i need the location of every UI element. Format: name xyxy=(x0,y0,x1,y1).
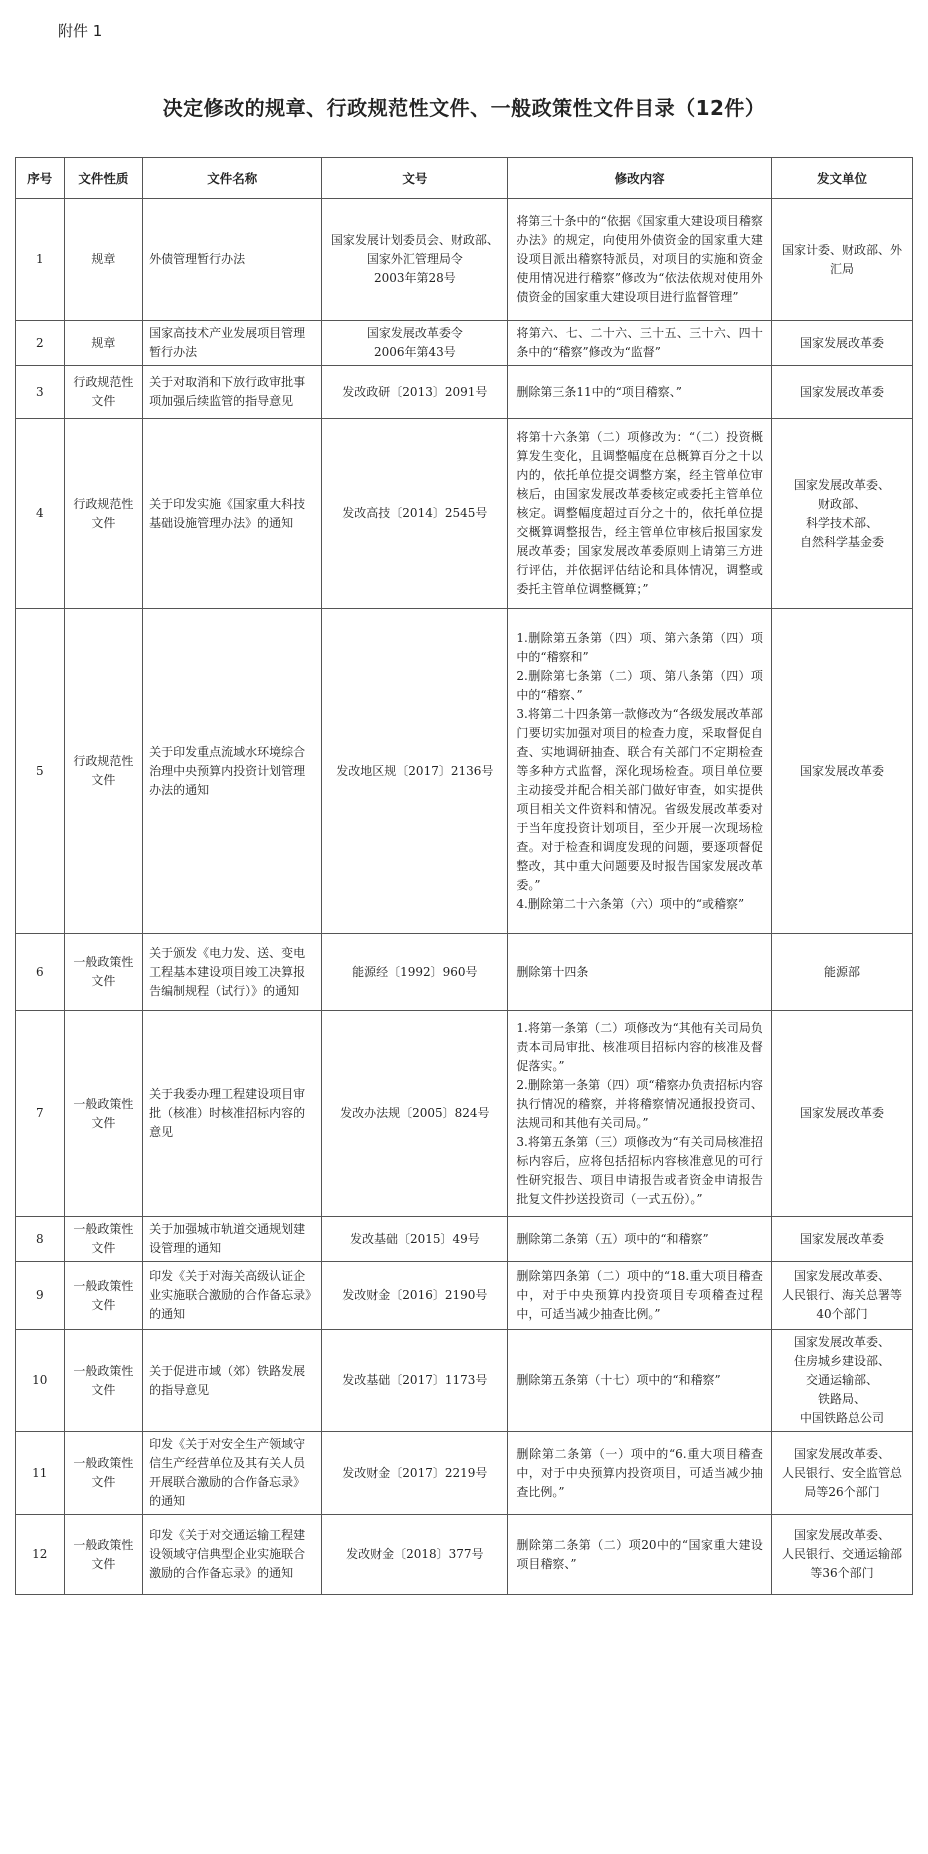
content-paragraph: 2.删除第七条第（二）项、第八条第（四）项中的“稽察、” xyxy=(516,668,763,702)
row-number: 8 xyxy=(16,1217,65,1262)
row-type: 一般政策性文件 xyxy=(64,1432,143,1515)
row-doc-number: 发改高技〔2014〕2545号 xyxy=(322,419,508,609)
row-content xyxy=(508,321,772,366)
row-content xyxy=(508,609,772,934)
attachment-label: 附件 1 xyxy=(58,22,103,40)
content-paragraph: 删除第二条第（五）项中的“和稽察” xyxy=(516,1231,709,1246)
table-row xyxy=(16,1432,913,1515)
row-issuer: 国家发展改革委 xyxy=(771,1217,912,1262)
row-doc-number: 发改基础〔2017〕1173号 xyxy=(322,1330,508,1432)
table-row xyxy=(16,1011,913,1217)
row-doc-number: 发改财金〔2016〕2190号 xyxy=(322,1262,508,1330)
table-row xyxy=(16,321,913,366)
row-doc-number: 能源经〔1992〕960号 xyxy=(322,934,508,1011)
content-paragraph: 删除第四条第（二）项中的“18.重大项目稽查中，对于中央预算内投资项目专项稽查过程中，可适当减少抽查比例。” xyxy=(516,1269,763,1321)
content-paragraph: 2.删除第一条第（四）项“稽察办负责招标内容执行情况的稽察，并将稽察情况通报投资司、法规司和其他有关司局。” xyxy=(516,1077,763,1130)
row-doc-number: 发改政研〔2013〕2091号 xyxy=(322,366,508,419)
content-paragraph: 1.将第一条第（二）项修改为“其他有关司局负责本司局审批、核准项目招标内容的核准及督促落实。” xyxy=(516,1020,763,1073)
content-paragraph: 删除第五条第（十七）项中的“和稽察” xyxy=(516,1373,721,1387)
row-doc-number: 国家发展计划委员会、财政部、国家外汇管理局令 2003年第28号 xyxy=(322,199,508,321)
table-row xyxy=(16,419,913,609)
content-paragraph: 1.删除第五条第（四）项、第六条第（四）项中的“稽察和” xyxy=(516,630,763,664)
row-number: 5 xyxy=(16,609,65,934)
content-paragraph: 删除第三条11中的“项目稽察、” xyxy=(516,384,682,399)
row-doc-number: 发改财金〔2018〕377号 xyxy=(322,1515,508,1595)
row-type: 行政规范性文件 xyxy=(64,609,143,934)
row-content xyxy=(508,1432,772,1515)
row-issuer: 国家计委、财政部、外汇局 xyxy=(771,199,912,321)
row-type: 一般政策性文件 xyxy=(64,1217,143,1262)
row-file-name: 国家高技术产业发展项目管理暂行办法 xyxy=(143,321,322,366)
content-paragraph: 3.将第五条第（三）项修改为“有关司局核准招标内容后，应将包括招标内容核准意见的可行性研究报告、项目申请报告或者资金申请报告批复文件抄送投资司（一式五份）。” xyxy=(516,1134,763,1206)
row-content xyxy=(508,419,772,609)
table-row xyxy=(16,199,913,321)
row-type: 行政规范性文件 xyxy=(64,419,143,609)
table-row xyxy=(16,609,913,934)
table-header-row xyxy=(16,158,913,199)
row-issuer: 国家发展改革委 xyxy=(771,366,912,419)
row-doc-number: 国家发展改革委令 2006年第43号 xyxy=(322,321,508,366)
row-number: 1 xyxy=(16,199,65,321)
row-number: 2 xyxy=(16,321,65,366)
row-content xyxy=(508,1330,772,1432)
row-issuer: 国家发展改革委、 人民银行、安全监管总局等26个部门 xyxy=(771,1432,912,1515)
row-number: 12 xyxy=(16,1515,65,1595)
row-issuer: 国家发展改革委、 财政部、 科学技术部、 自然科学基金委 xyxy=(771,419,912,609)
row-content xyxy=(508,1262,772,1330)
row-type: 规章 xyxy=(64,199,143,321)
row-file-name: 关于印发实施《国家重大科技基础设施管理办法》的通知 xyxy=(143,419,322,609)
row-type: 行政规范性文件 xyxy=(64,366,143,419)
row-number: 7 xyxy=(16,1011,65,1217)
content-paragraph: 将第三十条中的“依据《国家重大建设项目稽察办法》的规定，向使用外债资金的国家重大建设项目派出稽察特派员，对项目的实施和资金使用情况进行稽察”修改为“依法依规对使用外债资金的国家重大建设项目进行监督管理” xyxy=(516,214,763,304)
row-number: 11 xyxy=(16,1432,65,1515)
row-type: 一般政策性文件 xyxy=(64,1011,143,1217)
row-doc-number: 发改地区规〔2017〕2136号 xyxy=(322,609,508,934)
row-issuer: 国家发展改革委 xyxy=(771,1011,912,1217)
row-number: 3 xyxy=(16,366,65,419)
content-paragraph: 将第六、七、二十六、三十五、三十六、四十条中的“稽察”修改为“监督” xyxy=(516,326,763,359)
catalog-table xyxy=(15,157,913,1595)
row-issuer: 国家发展改革委、 人民银行、交通运输部等36个部门 xyxy=(771,1515,912,1595)
content-paragraph: 删除第二条第（一）项中的“6.重大项目稽查中，对于中央预算内投资项目，可适当减少抽查比例。” xyxy=(516,1446,763,1499)
row-type: 一般政策性文件 xyxy=(64,1515,143,1595)
table-row xyxy=(16,366,913,419)
row-file-name: 关于颁发《电力发、送、变电工程基本建设项目竣工决算报告编制规程（试行）》的通知 xyxy=(143,934,322,1011)
row-doc-number: 发改财金〔2017〕2219号 xyxy=(322,1432,508,1515)
row-content xyxy=(508,199,772,321)
row-issuer: 国家发展改革委 xyxy=(771,321,912,366)
content-paragraph: 4.删除第二十六条第（六）项中的“或稽察” xyxy=(516,896,745,911)
row-file-name: 关于印发重点流域水环境综合治理中央预算内投资计划管理办法的通知 xyxy=(143,609,322,934)
row-file-name: 外债管理暂行办法 xyxy=(143,199,322,321)
row-type: 规章 xyxy=(64,321,143,366)
header-doc-no: 文号 xyxy=(322,158,508,199)
row-file-name: 关于对取消和下放行政审批事项加强后续监管的指导意见 xyxy=(143,366,322,419)
row-number: 10 xyxy=(16,1330,65,1432)
row-file-name: 印发《关于对海关高级认证企业实施联合激励的合作备忘录》的通知 xyxy=(143,1262,322,1330)
content-paragraph: 删除第十四条 xyxy=(516,964,589,979)
row-issuer: 国家发展改革委、 住房城乡建设部、 交通运输部、 铁路局、 中国铁路总公司 xyxy=(771,1330,912,1432)
header-name: 文件名称 xyxy=(143,158,322,199)
row-doc-number: 发改基础〔2015〕49号 xyxy=(322,1217,508,1262)
row-file-name: 印发《关于对安全生产领域守信生产经营单位及其有关人员开展联合激励的合作备忘录》的通知 xyxy=(143,1432,322,1515)
row-number: 6 xyxy=(16,934,65,1011)
row-content xyxy=(508,366,772,419)
content-paragraph: 删除第二条第（二）项20中的“国家重大建设项目稽察、” xyxy=(516,1537,763,1571)
table-row xyxy=(16,934,913,1011)
row-file-name: 关于加强城市轨道交通规划建设管理的通知 xyxy=(143,1217,322,1262)
row-number: 9 xyxy=(16,1262,65,1330)
page-title: 决定修改的规章、行政规范性文件、一般政策性文件目录（12件） xyxy=(162,96,766,120)
row-type: 一般政策性文件 xyxy=(64,1330,143,1432)
row-issuer: 国家发展改革委 xyxy=(771,609,912,934)
header-type: 文件性质 xyxy=(64,158,143,199)
row-issuer: 国家发展改革委、 人民银行、海关总署等40个部门 xyxy=(771,1262,912,1330)
row-content xyxy=(508,1217,772,1262)
row-file-name: 关于我委办理工程建设项目审批（核准）时核准招标内容的意见 xyxy=(143,1011,322,1217)
row-doc-number: 发改办法规〔2005〕824号 xyxy=(322,1011,508,1217)
content-paragraph: 将第十六条第（二）项修改为：“（二）投资概算发生变化，且调整幅度在总概算百分之十以内的，依托单位提交调整方案，经主管单位审核后，由国家发展改革委核定或委托主管单位核定。调整幅度超过百分之十的，依托单位提交概算调整报告，经主管单位审核后报国家发展改革委；国家发展改革委原则上请第三方进行评估，并依据评估结论和具体情况，调整或委托主管单位调整概算；” xyxy=(516,430,763,596)
header-content: 修改内容 xyxy=(508,158,772,199)
row-file-name: 印发《关于对交通运输工程建设领域守信典型企业实施联合激励的合作备忘录》的通知 xyxy=(143,1515,322,1595)
row-number: 4 xyxy=(16,419,65,609)
content-paragraph: 3.将第二十四条第一款修改为“各级发展改革部门要切实加强对项目的检查力度，采取督促自查、实地调研抽查、联合有关部门不定期检查等多种方式监督，深化现场检查。项目单位要主动接受并配合相关部门做好审查，如实提供项目相关文件资料和情况。省级发展改革委对于当年度投资计划项目，至少开展一次现场检查。对于检查和调度发现的问题，要逐项督促整改，其中重大问题要及时报告国家发展改革委。” xyxy=(516,706,763,892)
header-issuer: 发文单位 xyxy=(771,158,912,199)
row-type: 一般政策性文件 xyxy=(64,1262,143,1330)
row-content xyxy=(508,1515,772,1595)
table-row xyxy=(16,1515,913,1595)
row-file-name: 关于促进市域（郊）铁路发展的指导意见 xyxy=(143,1330,322,1432)
header-no: 序号 xyxy=(16,158,65,199)
table-row xyxy=(16,1330,913,1432)
row-content xyxy=(508,934,772,1011)
table-row xyxy=(16,1262,913,1330)
row-content xyxy=(508,1011,772,1217)
row-issuer: 能源部 xyxy=(771,934,912,1011)
table-row xyxy=(16,1217,913,1262)
row-type: 一般政策性文件 xyxy=(64,934,143,1011)
